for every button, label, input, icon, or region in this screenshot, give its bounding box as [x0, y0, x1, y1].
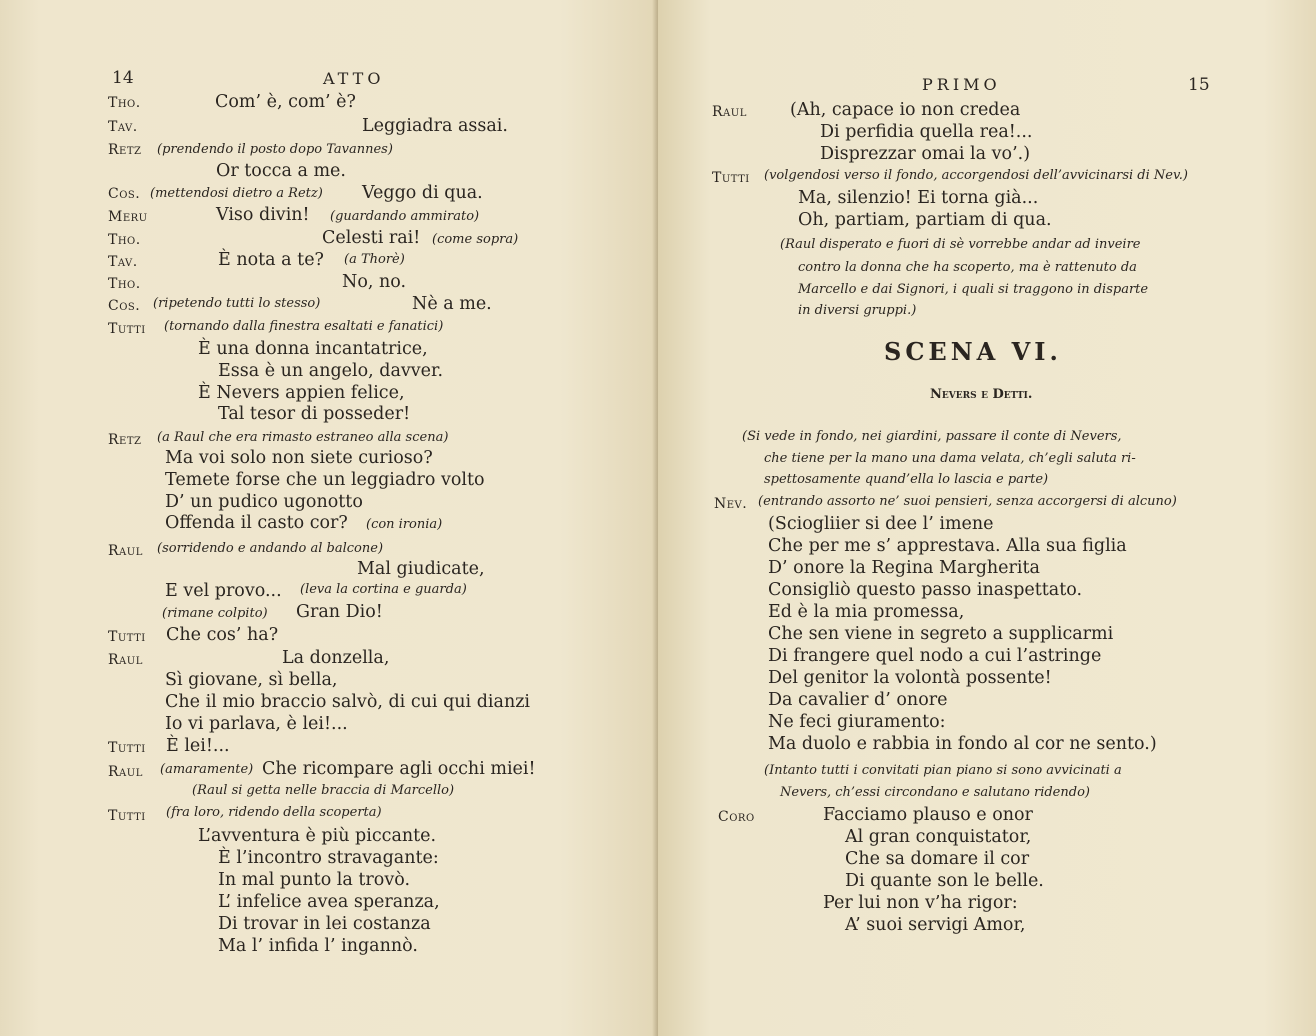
right-page: [658, 0, 1316, 1036]
stage-direction: (rimane colpito): [162, 606, 268, 621]
verse-line: Che il mio braccio salvò, di cui qui dianzi: [165, 692, 531, 712]
speaker: Cos.: [108, 186, 141, 202]
stage-direction: che tiene per la mano una dama velata, ch’egli saluta ri-: [764, 451, 1136, 466]
verse-line: È l’incontro stravagante:: [218, 848, 439, 868]
stage-direction: (prendendo il posto dopo Tavannes): [157, 142, 393, 157]
stage-direction: Marcello e dai Signori, i quali si traggono in disparte: [798, 282, 1149, 297]
speaker: Tutti: [712, 170, 750, 186]
verse-line: Gran Dio!: [296, 602, 383, 622]
verse-line: È lei!...: [166, 736, 230, 756]
stage-direction: (guardando ammirato): [330, 209, 480, 224]
verse-line: (Ah, capace io non credea: [790, 100, 1021, 120]
verse-line: Di frangere quel nodo a cui l’astringe: [768, 646, 1102, 666]
verse-line: No, no.: [342, 272, 407, 292]
verse-line: (Sciogliier si dee l’ imene: [768, 514, 994, 534]
verse-line: Temete forse che un leggiadro volto: [165, 470, 485, 490]
verse-line: Di perfidia quella rea!...: [820, 122, 1033, 142]
stage-direction: in diversi gruppi.): [798, 303, 917, 318]
speaker: Raul: [108, 543, 143, 559]
verse-line: È Nevers appien felice,: [198, 383, 405, 403]
verse-line: Ma voi solo non siete curioso?: [165, 448, 433, 468]
stage-direction: (a Thorè): [344, 252, 405, 267]
speaker: Tutti: [108, 321, 146, 337]
speaker: Nev.: [714, 496, 748, 512]
verse-line: Viso divin!: [216, 205, 310, 225]
speaker: Cos.: [108, 298, 141, 314]
verse-line: Di quante son le belle.: [845, 871, 1044, 891]
speaker: Tutti: [108, 808, 146, 824]
scene-heading: SCENA VI.: [884, 337, 1062, 366]
speaker: Tutti: [108, 629, 146, 645]
stage-direction: (con ironia): [366, 517, 443, 532]
speaker: Raul: [108, 652, 143, 668]
speaker: Tav.: [108, 254, 138, 270]
verse-line: Da cavalier d’ onore: [768, 690, 948, 710]
stage-direction: (Intanto tutti i convitati pian piano si sono avvicinati a: [764, 763, 1122, 778]
verse-line: Che sen viene in segreto a supplicarmi: [768, 624, 1114, 644]
verse-line: Com’ è, com’ è?: [215, 92, 356, 112]
stage-direction: (sorridendo e andando al balcone): [157, 541, 384, 556]
verse-line: È nota a te?: [218, 250, 324, 270]
speaker: Retz: [108, 142, 142, 158]
verse-line: Leggiadra assai.: [362, 116, 508, 136]
speaker: Raul: [108, 764, 143, 780]
verse-line: Oh, partiam, partiam di qua.: [798, 210, 1052, 230]
stage-direction: spettosamente quand’ella lo lascia e parte): [764, 472, 1049, 487]
speaker: Raul: [712, 104, 747, 120]
verse-line: Di trovar in lei costanza: [218, 914, 431, 934]
page-number: 15: [1188, 75, 1210, 95]
running-head: PRIMO: [922, 75, 1001, 94]
stage-direction: contro la donna che ha scoperto, ma è rattenuto da: [798, 260, 1137, 275]
stage-direction: (tornando dalla finestra esaltati e fanatici): [164, 319, 444, 334]
speaker: Tutti: [108, 740, 146, 756]
speaker: Tho.: [108, 232, 141, 248]
verse-line: E vel provo...: [165, 581, 282, 601]
verse-line: Consigliò questo passo inaspettato.: [768, 580, 1083, 600]
scene-characters: Nevers e Detti.: [930, 387, 1033, 402]
verse-line: A’ suoi servigi Amor,: [845, 915, 1026, 935]
verse-line: Facciamo plauso e onor: [823, 805, 1033, 825]
page-number: 14: [112, 68, 134, 88]
verse-line: È una donna incantatrice,: [198, 339, 428, 359]
stage-direction: (entrando assorto ne’ suoi pensieri, senza accorgersi di alcuno): [758, 494, 1177, 509]
speaker: Tav.: [108, 119, 138, 135]
verse-line: Offenda il casto cor?: [165, 513, 348, 533]
stage-direction: (amaramente): [160, 762, 254, 777]
verse-line: Ma l’ infida l’ ingannò.: [218, 936, 418, 956]
speaker: Coro: [718, 809, 755, 825]
verse-line: D’ onore la Regina Margherita: [768, 558, 1040, 578]
verse-line: Essa è un angelo, davver.: [218, 361, 444, 381]
speaker: Tho.: [108, 276, 141, 292]
verse-line: Ma, silenzio! Ei torna già...: [798, 188, 1039, 208]
verse-line: Che cos’ ha?: [166, 625, 279, 645]
verse-line: Che per me s’ apprestava. Alla sua figlia: [768, 536, 1127, 556]
verse-line: Mal giudicate,: [357, 559, 485, 579]
verse-line: Che sa domare il cor: [845, 849, 1030, 869]
speaker: Tho.: [108, 95, 141, 111]
verse-line: In mal punto la trovò.: [218, 870, 411, 890]
verse-line: Io vi parlava, è lei!...: [165, 714, 348, 734]
stage-direction: (mettendosi dietro a Retz): [150, 186, 323, 201]
stage-direction: (a Raul che era rimasto estraneo alla scena): [157, 430, 449, 445]
verse-line: Sì giovane, sì bella,: [165, 670, 338, 690]
verse-line: Ed è la mia promessa,: [768, 602, 965, 622]
stage-direction: (Si vede in fondo, nei giardini, passare il conte di Nevers,: [742, 429, 1122, 444]
stage-direction: (Raul disperato e fuori di sè vorrebbe andar ad inveire: [780, 237, 1141, 252]
verse-line: L’ infelice avea speranza,: [218, 892, 440, 912]
verse-line: Ma duolo e rabbia in fondo al cor ne sento.): [768, 734, 1157, 754]
stage-direction: (fra loro, ridendo della scoperta): [166, 805, 382, 820]
verse-line: Che ricompare agli occhi miei!: [262, 759, 536, 779]
verse-line: Celesti rai!: [322, 228, 421, 248]
speaker: Retz: [108, 432, 142, 448]
running-head: ATTO: [323, 69, 385, 88]
verse-line: Per lui non v’ha rigor:: [823, 893, 1018, 913]
verse-line: Or tocca a me.: [216, 161, 346, 181]
verse-line: Del genitor la volontà possente!: [768, 668, 1052, 688]
stage-direction: (volgendosi verso il fondo, accorgendosi dell’avvicinarsi di Nev.): [764, 168, 1188, 183]
verse-line: D’ un pudico ugonotto: [165, 492, 363, 512]
stage-direction: Nevers, ch’essi circondano e salutano ridendo): [780, 785, 1090, 800]
stage-direction: (Raul si getta nelle braccia di Marcello): [192, 783, 455, 798]
stage-direction: (leva la cortina e guarda): [300, 582, 467, 597]
stage-direction: (ripetendo tutti lo stesso): [153, 296, 321, 311]
stage-direction: (come sopra): [432, 232, 519, 247]
verse-line: L’avventura è più piccante.: [198, 826, 437, 846]
verse-line: Disprezzar omai la vo’.): [820, 144, 1031, 164]
verse-line: Nè a me.: [412, 294, 492, 314]
verse-line: Tal tesor di posseder!: [218, 404, 411, 424]
verse-line: Veggo di qua.: [362, 183, 483, 203]
verse-line: Al gran conquistator,: [845, 827, 1032, 847]
speaker: Meru: [108, 209, 148, 225]
verse-line: Ne feci giuramento:: [768, 712, 946, 732]
verse-line: La donzella,: [282, 648, 390, 668]
